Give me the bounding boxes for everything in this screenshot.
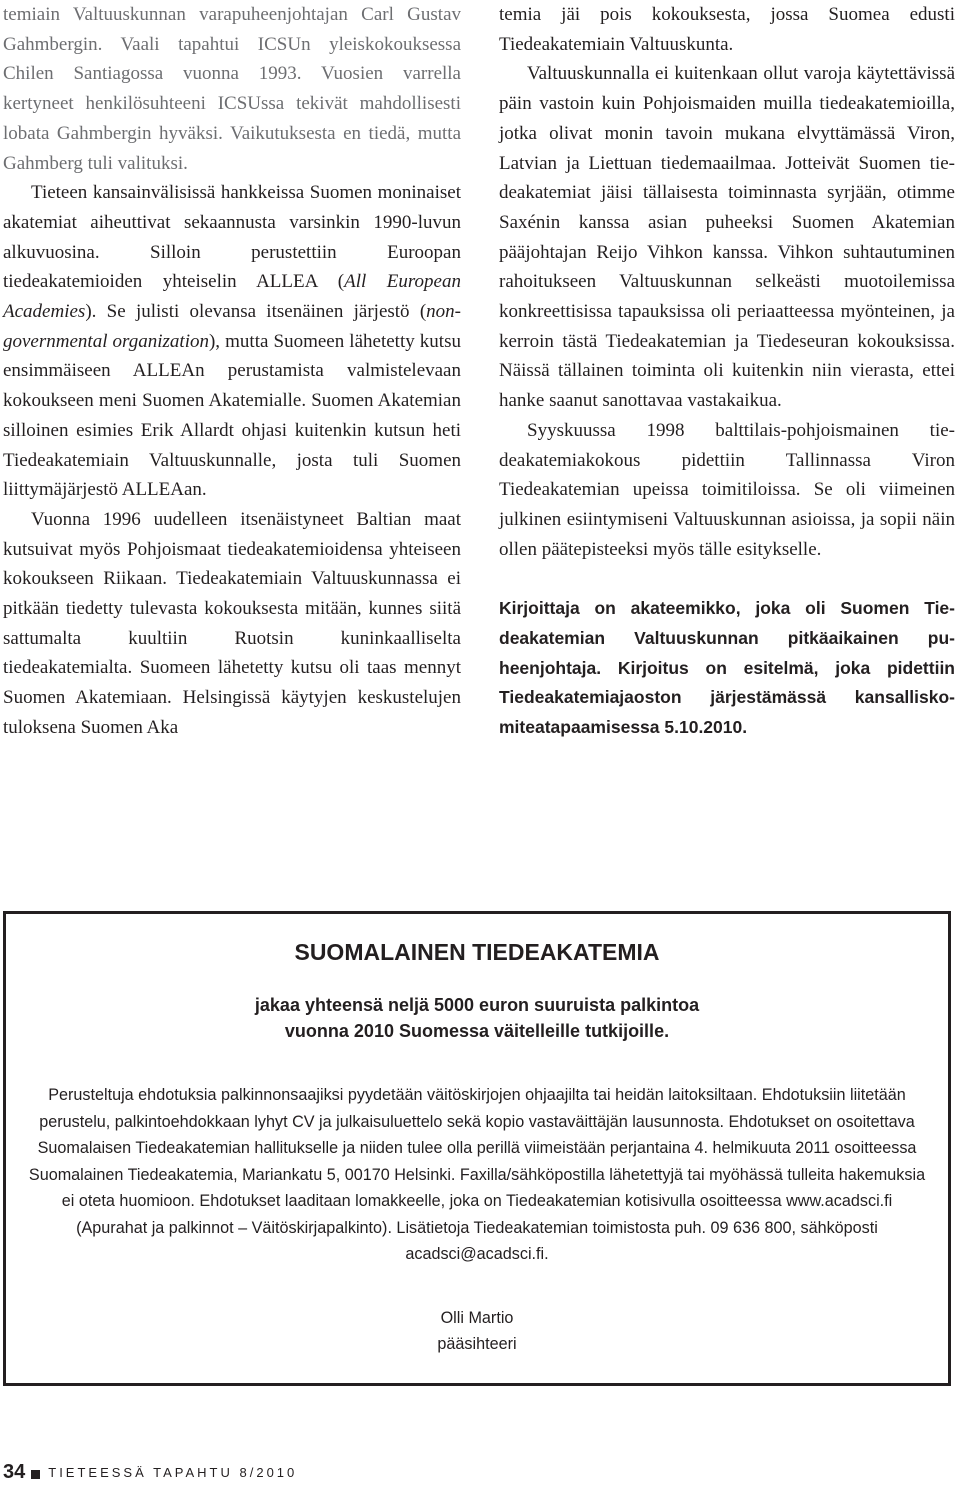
announcement-title: SUOMALAINEN TIEDEAKATEMIA xyxy=(294,939,660,965)
left-paragraph-2-italic-2: non-governmental organization xyxy=(3,301,461,352)
announcement-box xyxy=(3,911,951,1386)
left-paragraph-3: Vuonna 1996 uudelleen itsenäistyneet Baltian maat kutsuivat myös Pohjoismaat tiedeakatemioidensa yhteiseen kokoukseen Riikaan. Tiedeakatemiain Valtuuskunnassa ei pitkään tiedetty tulevasta kokouksesta mitään, kunnes siitä sattumalta kuultiin Ruotsin kuninkaalliselta tiedeakatemialta. Suomeen lähetetty kutsu oli taas mennyt Suomen Akatemiaan. Helsingissä käytyjen keskustelujen tuloksena Suomen Aka xyxy=(3,508,461,738)
announcement-subtitle-line-1: jakaa yhteensä neljä 5000 euron suuruista palkintoa xyxy=(254,995,700,1015)
announcement-subtitle-line-2: vuonna 2010 Suomessa väitelleille tutkijoille. xyxy=(284,1021,670,1041)
left-column xyxy=(3,0,461,743)
signer-name: Olli Martio xyxy=(440,1308,514,1327)
right-column xyxy=(499,0,955,743)
left-paragraph-1: temiain Valtuuskunnan varapuheenjohtajan Carl Gustav Gahmbergin. Vaali tapahtui ICSUn yleiskokouksessa Chilen Santiagossa vuonna 1993. Vuosien varrella kertyneet henkilösuhteeni ICSUssa tekivät mahdollisesti lobata Gahmbergin hyväksi. Vaikutuksesta en tiedä, mutta Gahmberg tuli valituksi. xyxy=(3,4,461,174)
right-paragraph-3: Syyskuussa 1998 balttilais-pohjoismainen tiedeakatemiakokous pidettiin Tallinnassa Viron Tiedeakatemian upeissa toimitiloissa. Se oli viimeinen julkinen esiintymiseni Valtuuskunnan asioissa, ja sopii näin ollen päätepisteeksi myös tälle esitykselle. xyxy=(499,419,955,560)
announcement-body: Perusteltuja ehdotuksia palkinnonsaajiksi pyydetään väitöskirjojen ohjaajilta tai heidän laitoksiltaan. Ehdotuksiin liitetään perustelu, palkintoehdokkaan lyhyt CV ja julkaisuluettelo sekä kopio vastaväittäjän lausunnosta. Ehdotukset on osoitettava Suomalaisen Tiedeakatemian hallitukselle ja niiden tulee olla perillä viimeistään perjantaina 4. helmikuuta 2011 osoitteessa Suomalainen Tiedeakatemia, Mariankatu 5, 00170 Helsinki. Faxilla/sähköpostilla lähetettyjä tai myöhässä tulleita hakemuksia ei oteta huomioon. Ehdotukset laaditaan lomakkeelle, joka on Tiedeakatemian kotisivulla osoitteessa www.acadsci.fi (Apurahat ja palkinnot – Väitöskirjapalkinto). Lisätietoja Tiedeakatemian toimistosta puh. 09 636 800, sähköposti acadsci@acadsci.fi. xyxy=(28,1086,926,1263)
left-paragraph-2-text-b: ). Se julisti olevansa itsenäinen järjestö ( xyxy=(85,301,427,323)
page-footer xyxy=(3,1461,297,1484)
left-paragraph-2-text-c: ), mutta Suomeen lähetetty kutsu ensimmäiseen ALLEAn perustamista valmistelevaan kokoukseen meni Suomen Akatemialle. Suomen Akatemian silloinen esimies Erik Allardt ohjasi kuitenkin kutsun heti Tiedeakatemiain Valtuuskunnalle, josta tuli Suomen liittymäjärjestö ALLEAan. xyxy=(3,330,461,501)
announcement-signature xyxy=(6,1305,948,1357)
signer-title: pääsihteeri xyxy=(437,1334,517,1353)
right-paragraph-2: Valtuuskunnalla ei kuitenkaan ollut varoja käytettävissä päin vastoin kuin Pohjoismaiden muilla tiedeakatemioilla, jotka olivat monin tavoin mukana elvyttämässä Viron, Latvian ja Liettuan tiedemaailmaa. Jotteivät Suomen tiedeakatemiat jäisi tällaisesta toiminnasta syrjään, otimme Saxénin kanssa asian puheeksi Suomen Akatemian pääjohtajan Reijo Vihkon kanssa. Vihkon suhtautuminen rahoitukseen Valtuuskunnan selkeästi muotoilemissa konkreettisissa tapauksissa oli periaatteessa myönteinen, ja kerroin tästä Tiedeakatemian ja Tiedeseuran kokouksissa. Näissä tällainen toiminta oli kuitenkin niin vierasta, ettei hanke saanut sanottavaa vastakaikua. xyxy=(499,63,955,412)
publication-name: TIETEESSÄ TAPAHTU 8/2010 xyxy=(48,1465,298,1480)
left-paragraph-2-italic-1: All European Academies xyxy=(3,271,461,323)
square-bullet-icon xyxy=(31,1470,40,1479)
right-paragraph-1: temia jäi pois kokouksesta, jossa Suomea edusti Tiedeakatemiain Valtuuskunta. xyxy=(499,4,955,55)
author-note: Kirjoittaja on akateemikko, joka oli Suomen Tiedeakatemian Valtuuskunnan pitkäaikainen puheenjohtaja. Kirjoitus on esitelmä, joka pidettiin Tiedeakatemiajaoston järjestämässä kansalliskomiteatapaamisessa 5.10.2010. xyxy=(499,598,955,738)
page-number: 34 xyxy=(3,1461,26,1483)
left-paragraph-2 xyxy=(3,178,461,505)
announcement-subtitle xyxy=(6,992,948,1044)
left-paragraph-2-text-a: Tieteen kansainvälisissä hankkeissa Suomen moninaiset akatemiat aiheuttivat sekaannusta varsinkin 1990-luvun alkuvuosina. Silloin perustettiin Euroopan tiedeakatemioiden yhteiselin ALLEA ( xyxy=(3,182,461,293)
